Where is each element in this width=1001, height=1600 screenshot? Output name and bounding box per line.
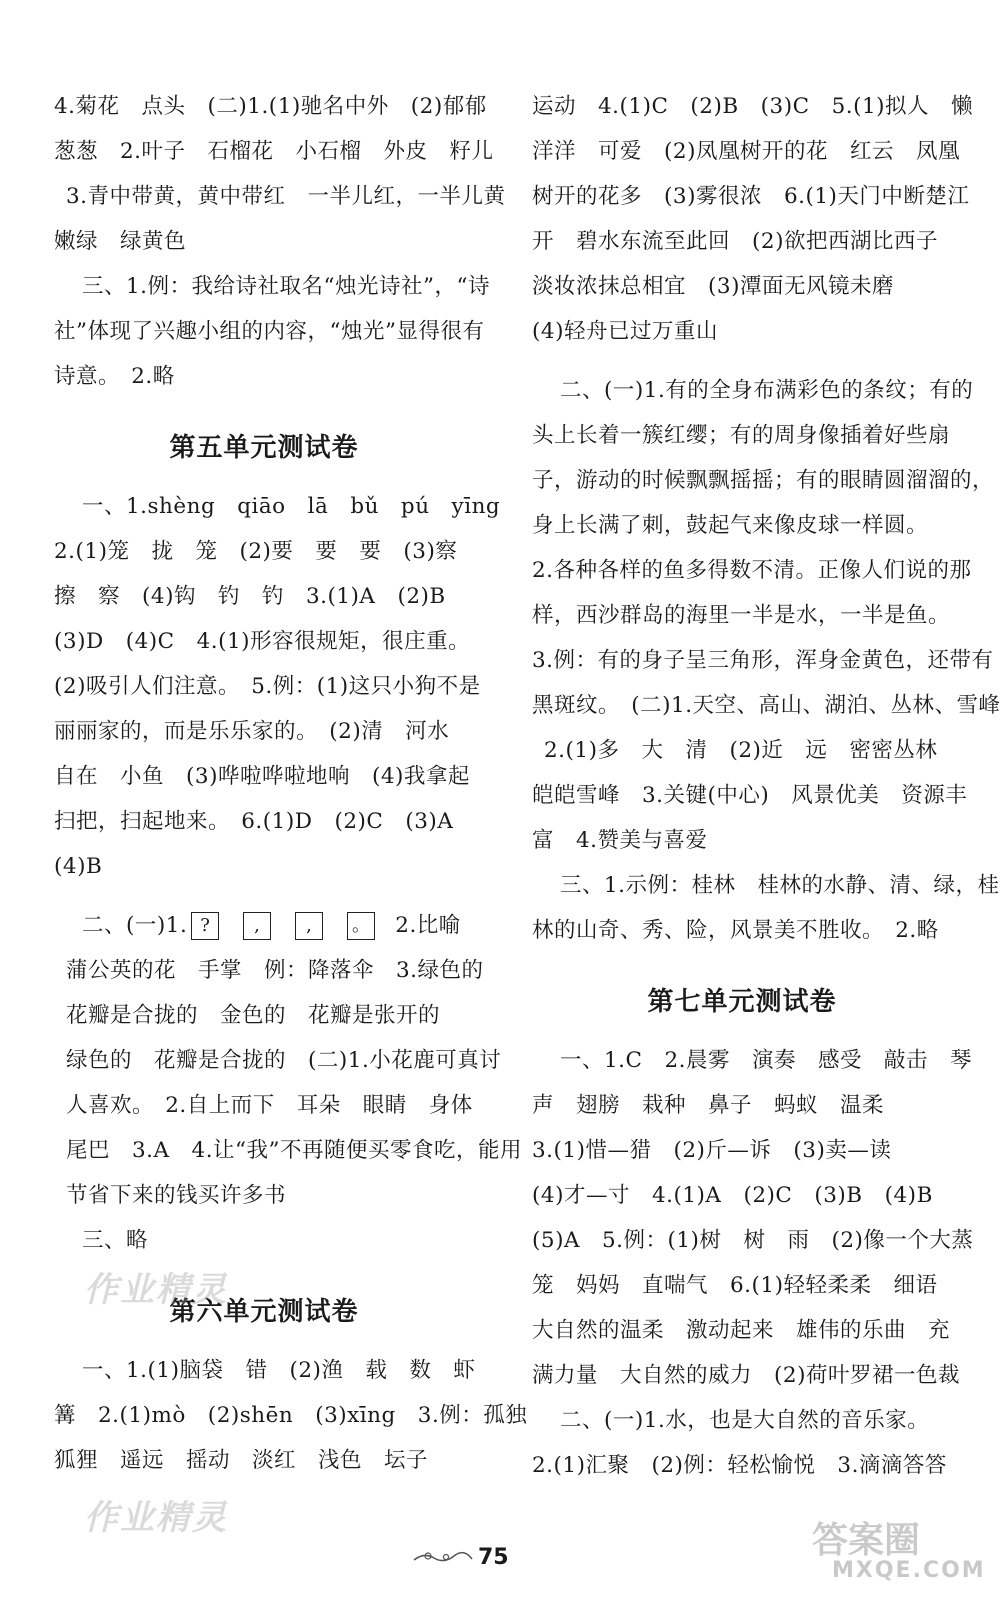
punctuation-box: , <box>295 912 323 940</box>
page-number: 75 <box>478 1545 509 1570</box>
text-line: 2.(1)笼 拢 笼 (2)要 要 要 (3)察 <box>54 539 458 564</box>
text-line: 绿色的 花瓣是合拢的 (二)1.小花鹿可真讨 <box>66 1048 502 1073</box>
text-line: 人喜欢。 2.自上而下 耳朵 眼睛 身体 <box>66 1093 473 1118</box>
left-answer-block-1 <box>54 84 506 399</box>
text-line: 身上长满了刺，鼓起气来像皮球一样圆。 <box>532 513 929 538</box>
text-line: 2.(1)汇聚 (2)例：轻松愉悦 3.滴滴答答 <box>532 1453 947 1478</box>
text-line: 蒲公英的花 手掌 例：降落伞 3.绿色的 <box>66 958 484 983</box>
text-line: 笼 妈妈 直喘气 6.(1)轻轻柔柔 细语 <box>532 1273 938 1298</box>
text-line: 洋洋 可爱 (2)凤凰树开的花 红云 凤凰 <box>532 139 960 164</box>
punctuation-box: 。 <box>347 912 375 940</box>
text-segment: 2.比喻 <box>395 913 461 938</box>
text-line: 子，游动的时候飘飘摇摇；有的眼睛圆溜溜的， <box>532 468 995 493</box>
text-line: 尾巴 3.A 4.让“我”不再随便买零食吃，能用 <box>66 1138 523 1163</box>
text-line: 黑斑纹。 (二)1.天空、高山、湖泊、丛林、雪峰 <box>532 693 1001 718</box>
text-line: 诗意。 2.略 <box>54 364 175 389</box>
right-column <box>532 84 1001 1488</box>
text-line: 皑皑雪峰 3.关键(中心) 风景优美 资源丰 <box>532 783 968 808</box>
text-line: (4)轻舟已过万重山 <box>532 319 718 344</box>
punctuation-boxes-line <box>54 903 474 948</box>
right-answer-block-2 <box>532 368 1001 953</box>
text-line: 一、1.(1)脑袋 错 (2)渔 载 数 虾 <box>82 1358 476 1383</box>
watermark-logo-text: 答案圈 <box>812 1520 921 1561</box>
watermark-text: 作业精灵 <box>84 1270 228 1310</box>
text-line: 3.(1)惜—猎 (2)斤—诉 (3)卖—读 <box>532 1138 892 1163</box>
watermark-text: 作业精灵 <box>84 1498 228 1538</box>
text-line: 狐狸 遥远 摇动 淡红 浅色 坛子 <box>54 1448 429 1473</box>
text-line: 样，西沙群岛的海里一半是水，一半是鱼。 <box>532 603 951 628</box>
text-line: 二、(一)1.有的全身布满彩色的条纹；有的 <box>560 378 974 403</box>
unit-5-answers <box>54 484 523 1263</box>
text-line: 社”体现了兴趣小组的内容，“烛光”显得很有 <box>54 319 485 344</box>
text-line: 三、1.例：我给诗社取名“烛光诗社”，“诗 <box>82 274 490 299</box>
unit-6-answers <box>54 1348 528 1483</box>
text-line: 声 翅膀 栽种 鼻子 蚂蚁 温柔 <box>532 1093 885 1118</box>
text-line: 二、(一)1.水，也是大自然的音乐家。 <box>560 1408 930 1433</box>
text-line: 4.菊花 点头 (二)1.(1)驰名中外 (2)郁郁 <box>54 94 487 119</box>
text-line: 满力量 大自然的威力 (2)荷叶罗裙一色裁 <box>532 1363 960 1388</box>
text-line: 花瓣是合拢的 金色的 花瓣是张开的 <box>66 1003 441 1028</box>
text-line: 节省下来的钱买许多书 <box>66 1183 287 1208</box>
text-line: 自在 小鱼 (3)哗啦哗啦地响 (4)我拿起 <box>54 764 470 789</box>
punctuation-box: ? <box>191 912 219 940</box>
text-line: 开 碧水东流至此回 (2)欲把西湖比西子 <box>532 229 938 254</box>
text-line: 篝 2.(1)mò (2)shēn (3)xīng 3.例：孤独 <box>54 1403 528 1428</box>
text-line: 擦 察 (4)钩 钓 钓 3.(1)A (2)B <box>54 584 446 609</box>
text-line: 一、1.shèng qiāo lā bǔ pú yīng <box>82 494 501 519</box>
text-line: 扫把，扫起地来。 6.(1)D (2)C (3)A <box>54 809 454 834</box>
text-line: 三、略 <box>82 1228 149 1253</box>
section-heading-unit-5: 第五单元测试卷 <box>169 433 359 463</box>
text-line: (3)D (4)C 4.(1)形容很规矩，很庄重。 <box>54 629 471 654</box>
text-line: 运动 4.(1)C (2)B (3)C 5.(1)拟人 懒 <box>532 94 974 119</box>
text-line: 3.青中带黄，黄中带红 一半儿红，一半儿黄 <box>66 184 506 209</box>
unit-7-answers <box>532 1038 974 1488</box>
text-line: 林的山奇、秀、险，风景美不胜收。 2.略 <box>532 918 939 943</box>
text-line: (4)B <box>54 854 103 879</box>
text-line: 富 4.赞美与喜爱 <box>532 828 708 853</box>
text-line: 淡妆浓抹总相宜 (3)潭面无风镜未磨 <box>532 274 894 299</box>
text-line: (5)A 5.例：(1)树 树 雨 (2)像一个大蒸 <box>532 1228 974 1253</box>
text-line: 嫩绿 绿黄色 <box>54 229 187 254</box>
flower-ornament-icon <box>412 1550 474 1564</box>
text-line: 树开的花多 (3)雾很浓 6.(1)天门中断楚江 <box>532 184 970 209</box>
text-line: 葱葱 2.叶子 石榴花 小石榴 外皮 籽儿 <box>54 139 494 164</box>
text-line: 2.各种各样的鱼多得数不清。正像人们说的那 <box>532 558 972 583</box>
text-line: (2)吸引人们注意。 5.例：(1)这只小狗不是 <box>54 674 481 699</box>
section-heading-unit-6: 第六单元测试卷 <box>169 1297 359 1327</box>
watermark-url-text: MXQE.COM <box>832 1558 986 1583</box>
text-line: (4)才—寸 4.(1)A (2)C (3)B (4)B <box>532 1183 933 1208</box>
text-line: 丽丽家的，而是乐乐家的。 (2)清 河水 <box>54 719 450 744</box>
text-segment: 二、(一)1. <box>82 913 188 938</box>
text-line: 三、1.示例：桂林 桂林的水静、清、绿，桂 <box>560 873 1000 898</box>
text-line: 3.例：有的身子呈三角形，浑身金黄色，还带有 <box>532 648 994 673</box>
section-heading-unit-7: 第七单元测试卷 <box>647 987 837 1017</box>
text-line: 2.(1)多 大 清 (2)近 远 密密丛林 <box>544 738 938 763</box>
right-answer-block-1 <box>532 84 974 354</box>
text-line: 头上长着一簇红缨；有的周身像插着好些扇 <box>532 423 951 448</box>
text-line: 一、1.C 2.晨雾 演奏 感受 敲击 琴 <box>560 1048 972 1073</box>
text-line: 大自然的温柔 激动起来 雄伟的乐曲 充 <box>532 1318 951 1343</box>
punctuation-box: , <box>243 912 271 940</box>
corner-watermark-logo <box>792 1510 986 1590</box>
